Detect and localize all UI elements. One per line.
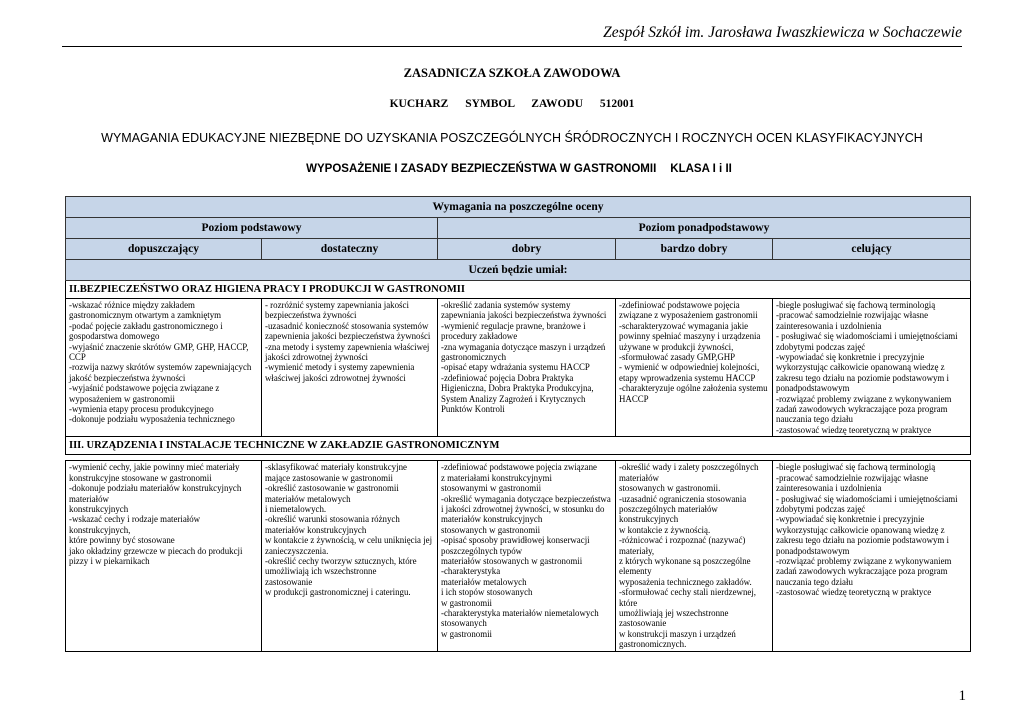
- table-caption: Wymagania na poszczególne oceny: [66, 197, 971, 218]
- section-title: III. URZĄDZENIA I INSTALACJE TECHNICZNE W ZAKŁADZIE GASTRONOMICZNYM: [66, 437, 971, 455]
- requirement-cell: -wskazać różnice między zakładem gastronomicznym otwartym a zamkniętym -podać pojęcie zakładu gastronomicznego i gospodarstwa domowego -wyjaśnić znaczenie skrótów GMP, GHP, HACCP, CCP -rozwija nazwy skrótów systemów zapewniających jakość bezpieczeństwa żywności -wyjaśnić podstawowe pojęcia związane z wyposażeniem w gastronomii -wymienia etapy procesu produkcyjnego -dokonuje podziału wyposażenia technicznego: [66, 299, 262, 437]
- profession-title: KUCHARZ SYMBOL ZAWODU 512001: [389, 98, 635, 110]
- level-advanced: Poziom ponadpodstawowy: [438, 218, 971, 239]
- table-row: [66, 299, 971, 437]
- grade-header: dostateczny: [262, 239, 438, 260]
- grade-header: bardzo dobry: [616, 239, 773, 260]
- requirement-cell: -sklasyfikować materiały konstrukcyjne mające zastosowanie w gastronomii -określić zastosowanie w gastronomii materiałów metalowych i niemetalowych. -określić warunki stosowania różnych materiałów konstrukcyjnych w kontakcie z żywnością, w celu uniknięcia jej zanieczyszczenia. -określić cechy tworzyw sztucznych, które umożliwiają ich wszechstronne zastosowanie w produkcji gastronomicznej i cateringu.: [262, 461, 438, 651]
- header-rule: [62, 46, 962, 47]
- requirement-cell: -wymienić cechy, jakie powinny mieć materiały konstrukcyjne stosowane w gastronomii -dokonuje podziału materiałów konstrukcyjnych materiałów konstrukcyjnych -wskazać cechy i rodzaje materiałów konstrukcyjnych, które powinny być stosowane jako okładziny grzewcze w piecach do produkcji pizzy i w piekarnikach: [66, 461, 262, 651]
- requirements-title: WYMAGANIA EDUKACYJNE NIEZBĘDNE DO UZYSKANIA POSZCZEGÓLNYCH ŚRÓDROCZNYCH I ROCZNYCH OCEN KLASYFIKACYJNYCH: [101, 131, 923, 145]
- table-row: [66, 461, 971, 651]
- grade-header: dopuszczający: [66, 239, 262, 260]
- requirement-cell: - rozróżnić systemy zapewniania jakości bezpieczeństwa żywności -uzasadnić konieczność stosowania systemów zapewnienia jakości bezpieczeństwa żywności -zna metody i systemy zapewnienia właściwej jakości zdrowotnej żywności -wymienić metody i systemy zapewnienia właściwej jakości zdrowotnej żywności: [262, 299, 438, 437]
- grade-header: celujący: [773, 239, 971, 260]
- grade-header: dobry: [438, 239, 616, 260]
- requirement-cell: -określić wady i zalety poszczególnych materiałów stosowanych w gastronomii. -uzasadnić ograniczenia stosowania poszczególnych materiałów konstrukcyjnych w kontakcie z żywnością. -różnicować i rozpoznać (nazywać) materiały, z których wykonane są poszczególne elementy wyposażenia technicznego zakładów. -sformułować cechy stali nierdzewnej, które umożliwiają jej wszechstronne zastosowanie w konstrukcji maszyn i urządzeń gastronomicznych.: [616, 461, 773, 651]
- student-will-label: Uczeń będzie umiał:: [66, 260, 971, 281]
- page-number: 1: [958, 688, 966, 704]
- requirement-cell: -zdefiniować podstawowe pojęcia związane z wyposażeniem gastronomii -scharakteryzować wymagania jakie powinny spełniać maszyny i urządzenia używane w produkcji żywności, -sformułować zasady GMP,GHP - wymienić w odpowiedniej kolejności, etapy wprowadzenia systemu HACCP -charakteryzuje ogólne założenia systemu HACCP: [616, 299, 773, 437]
- section-title: II.BEZPIECZEŃSTWO ORAZ HIGIENA PRACY I PRODUKCJI W GASTRONOMII: [66, 281, 971, 299]
- requirement-cell: -biegle posługiwać się fachową terminologią -pracować samodzielnie rozwijając własne zainteresowania i uzdolnienia - posługiwać się wiadomościami i umiejętnościami zdobytymi podczas zajęć -wypowiadać się konkretnie i precyzyjnie wykorzystując całkowicie opanowaną wiedzę z zakresu tego działu na poziomie podstawowym i ponadpodstawowym -rozwiązać problemy związane z wykonywaniem zadań zawodowych wykraczające poza program nauczania tego działu -zastosować wiedzę teoretyczną w praktyce: [773, 461, 971, 651]
- level-basic: Poziom podstawowy: [66, 218, 438, 239]
- school-type-title: ZASADNICZA SZKOŁA ZAWODOWA: [403, 66, 621, 80]
- subject-name: WYPOSAŻENIE I ZASADY BEZPIECZEŃSTWA W GASTRONOMII: [306, 163, 657, 175]
- subject-title: [0, 163, 1024, 175]
- school-name: Zespół Szkół im. Jarosława Iwaszkiewicza w Sochaczewie: [603, 24, 962, 41]
- requirement-cell: -zdefiniować podstawowe pojęcia związane z materiałami konstrukcyjnymi stosowanymi w gastronomii -określić wymagania dotyczące bezpieczeństwa i jakości zdrowotnej żywności, w stosunku do materiałów konstrukcyjnych stosowanych w gastronomii -opisać sposoby prawidłowej konserwacji poszczególnych typów materiałów stosowanych w gastronomii -charakterystyka materiałów metalowych i ich stopów stosowanych w gastronomii -charakterystyka materiałów niemetalowych stosowanych w gastronomii: [438, 461, 616, 651]
- requirements-table: [65, 196, 971, 652]
- requirements-table-wrap: [65, 196, 970, 652]
- requirement-cell: -określić zadania systemów systemy zapewniania jakości bezpieczeństwa żywności -wymienić regulacje prawne, branżowe i procedury zakładowe -zna wymagania dotyczące maszyn i urządzeń gastronomicznych -opisać etapy wdrażania systemu HACCP -zdefiniować pojęcia Dobra Praktyka Higieniczna, Dobra Praktyka Produkcyjna, System Analizy Zagrożeń i Krytycznych Punktów Kontroli: [438, 299, 616, 437]
- requirement-cell: -biegle posługiwać się fachową terminologią -pracować samodzielnie rozwijając własne zainteresowania i uzdolnienia - posługiwać się wiadomościami i umiejętnościami zdobytymi podczas zajęć -wypowiadać się konkretnie i precyzyjnie wykorzystując całkowicie opanowaną wiedzę z zakresu tego działu na poziomie podstawowym i ponadpodstawowym -rozwiązać problemy związane z wykonywaniem zadań zawodowych wykraczające poza program nauczania tego działu -zastosować wiedzę teoretyczną w praktyce: [773, 299, 971, 437]
- class-label: KLASA I i II: [670, 163, 732, 175]
